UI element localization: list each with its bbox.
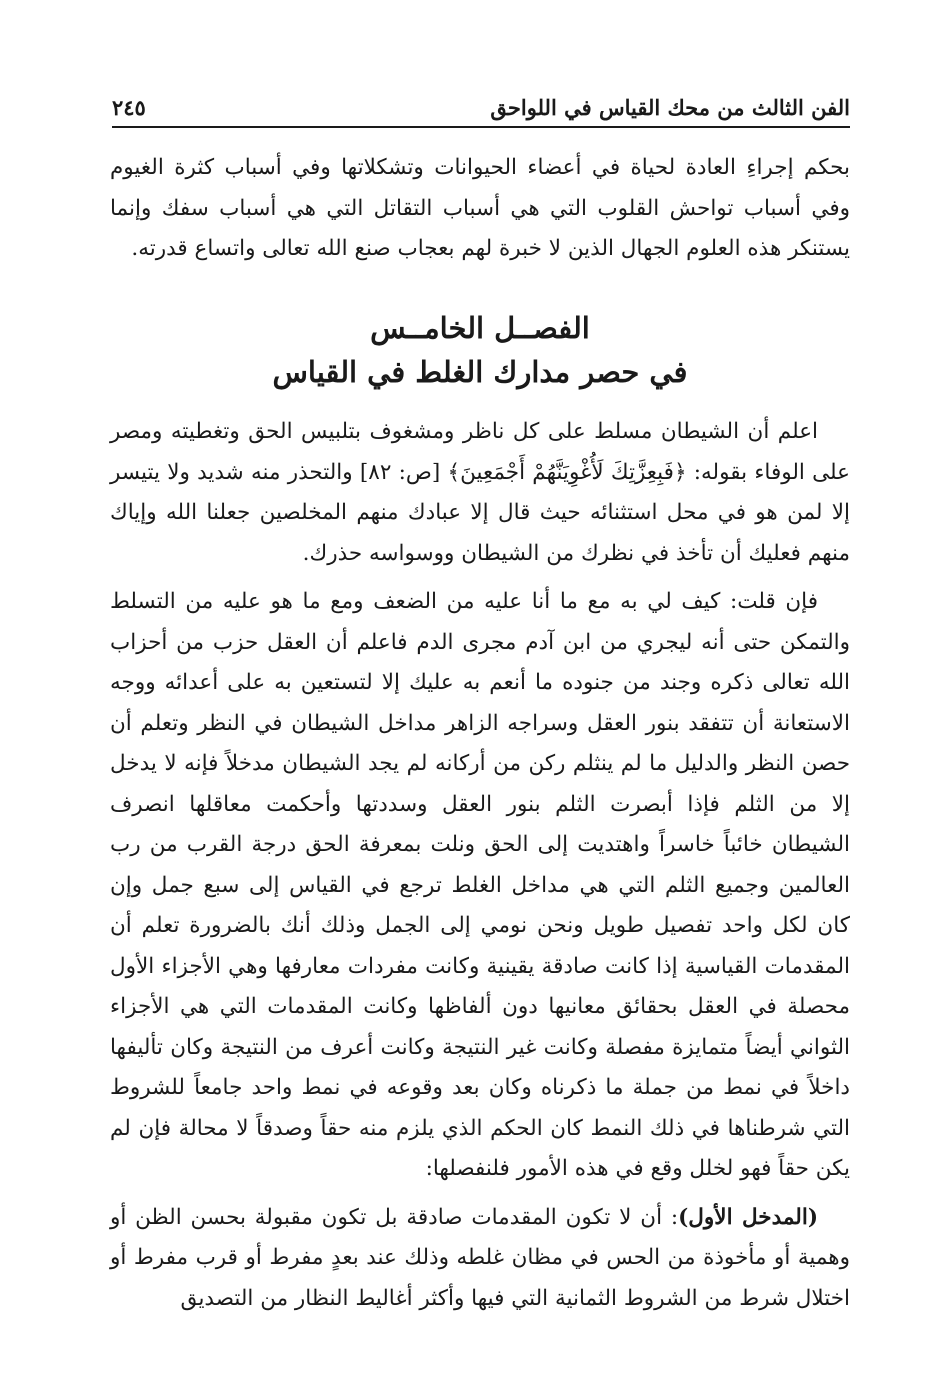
page-number: ٢٤٥ xyxy=(112,95,146,120)
chapter-subtitle: في حصر مدارك الغلط في القياس xyxy=(272,355,688,389)
page-header xyxy=(112,88,850,128)
main-text-block xyxy=(110,412,850,1327)
intro-paragraph: بحكم إجراءِ العادة لحياة في أعضاء الحيوانات وتشكلاتها وفي أسباب كثرة الغيوم وفي أسباب تواحش القلوب التي هي أسباب التقاتل التي هي أسباب سفك وإنما يستنكر هذه العلوم الجهال الذين لا خبرة لهم بعجاب صنع الله تعالى واتساع قدرته. xyxy=(110,155,850,261)
paragraph-3-text: : أن لا تكون المقدمات صادقة بل تكون مقبولة بحسن الظن أو وهمية أو مأخوذة من الحس في مظان غلطه وذلك عند بعدٍ مفرط أو قرب مفرط أو اختلال شرط من الشروط الثمانية التي فيها وأكثر أغاليط النظار من التصديق xyxy=(110,1204,850,1311)
chapter-heading xyxy=(110,306,850,394)
paragraph-2: فإن قلت: كيف لي به مع ما أنا عليه من الضعف ومع ما هو عليه من التسلط والتمكن حتى أنه ليجري من ابن آدم مجرى الدم فاعلم أن العقل حزب من أحزاب الله تعالى ذكره وجند من جنوده ما أنعم به عليك إلا لتستعين به على أعدائه ووجه الاستعانة أن تتفقد بنور العقل وسراجه الزاهر مداخل الشيطان في النظر وتعلم أن حصن النظر والدليل ما لم ينثلم ركن من أركانه لم يجد الشيطان مدخلاً فإنه لا يدخل إلا من الثلم فإذا أبصرت الثلم بنور العقل وسددتها وأحكمت معاقلها انصرف الشيطان خائباً خاسراً واهتديت إلى الحق ونلت بمعرفة الحق درجة القرب من رب العالمين وجميع الثلم التي هي مداخل الغلط ترجع في القياس إلى سبع جمل وإن كان لكل واحد تفصيل طويل ونحن نومي إلى الجمل وذلك أنك بالضرورة تعلم أن المقدمات القياسية إذا كانت صادقة يقينية وكانت مفردات معارفها وهي الأجزاء الأول محصلة في العقل بحقائق معانيها دون ألفاظها وكانت المقدمات التي هي الأجزاء الثواني أيضاً متمايزة مفصلة وكانت غير النتيجة وكانت أعرف من النتيجة وكان تأليفها داخلاً في نمط من جملة ما ذكرناه وكان بعد وقوعه في نمط واحد جامعاً للشروط التي شرطناها في ذلك النمط كان الحكم الذي يلزم منه حقاً وصدقاً لا محالة فإن لم يكن حقاً فهو لخلل وقع في هذه الأمور فلنفصلها: xyxy=(110,589,850,1181)
intro-text-block xyxy=(110,148,850,278)
paragraph-3 xyxy=(110,1198,850,1320)
paragraph-1 xyxy=(110,412,850,574)
paragraph-1-before-quote: اعلم أن الشيطان مسلط على كل ناظر ومشغوف بتلبيس الحق وتغطيته ومصر على الوفاء بقوله: xyxy=(110,419,850,485)
chapter-title: الفصــل الخامــس xyxy=(370,311,590,345)
first-entry-term: (المدخل الأول) xyxy=(678,1204,818,1230)
running-head: الفن الثالث من محك القياس في اللواحق xyxy=(490,95,850,120)
paragraph-1-after-quote: [ص: ٨٢] والتحذر منه شديد ولا يتيسر إلا لمن هو في محل استثنائه حيث قال إلا عبادك منهم المخلصين جعلنا الله وإياك منهم فعليك أن تأخذ في نظرك من الشيطان ووسواسه حذرك. xyxy=(110,459,850,566)
quran-quote: ﴿فَبِعِزَّتِكَ لَأُغْوِيَنَّهُمْ أَجْمَعِينَ﴾ xyxy=(447,459,687,485)
